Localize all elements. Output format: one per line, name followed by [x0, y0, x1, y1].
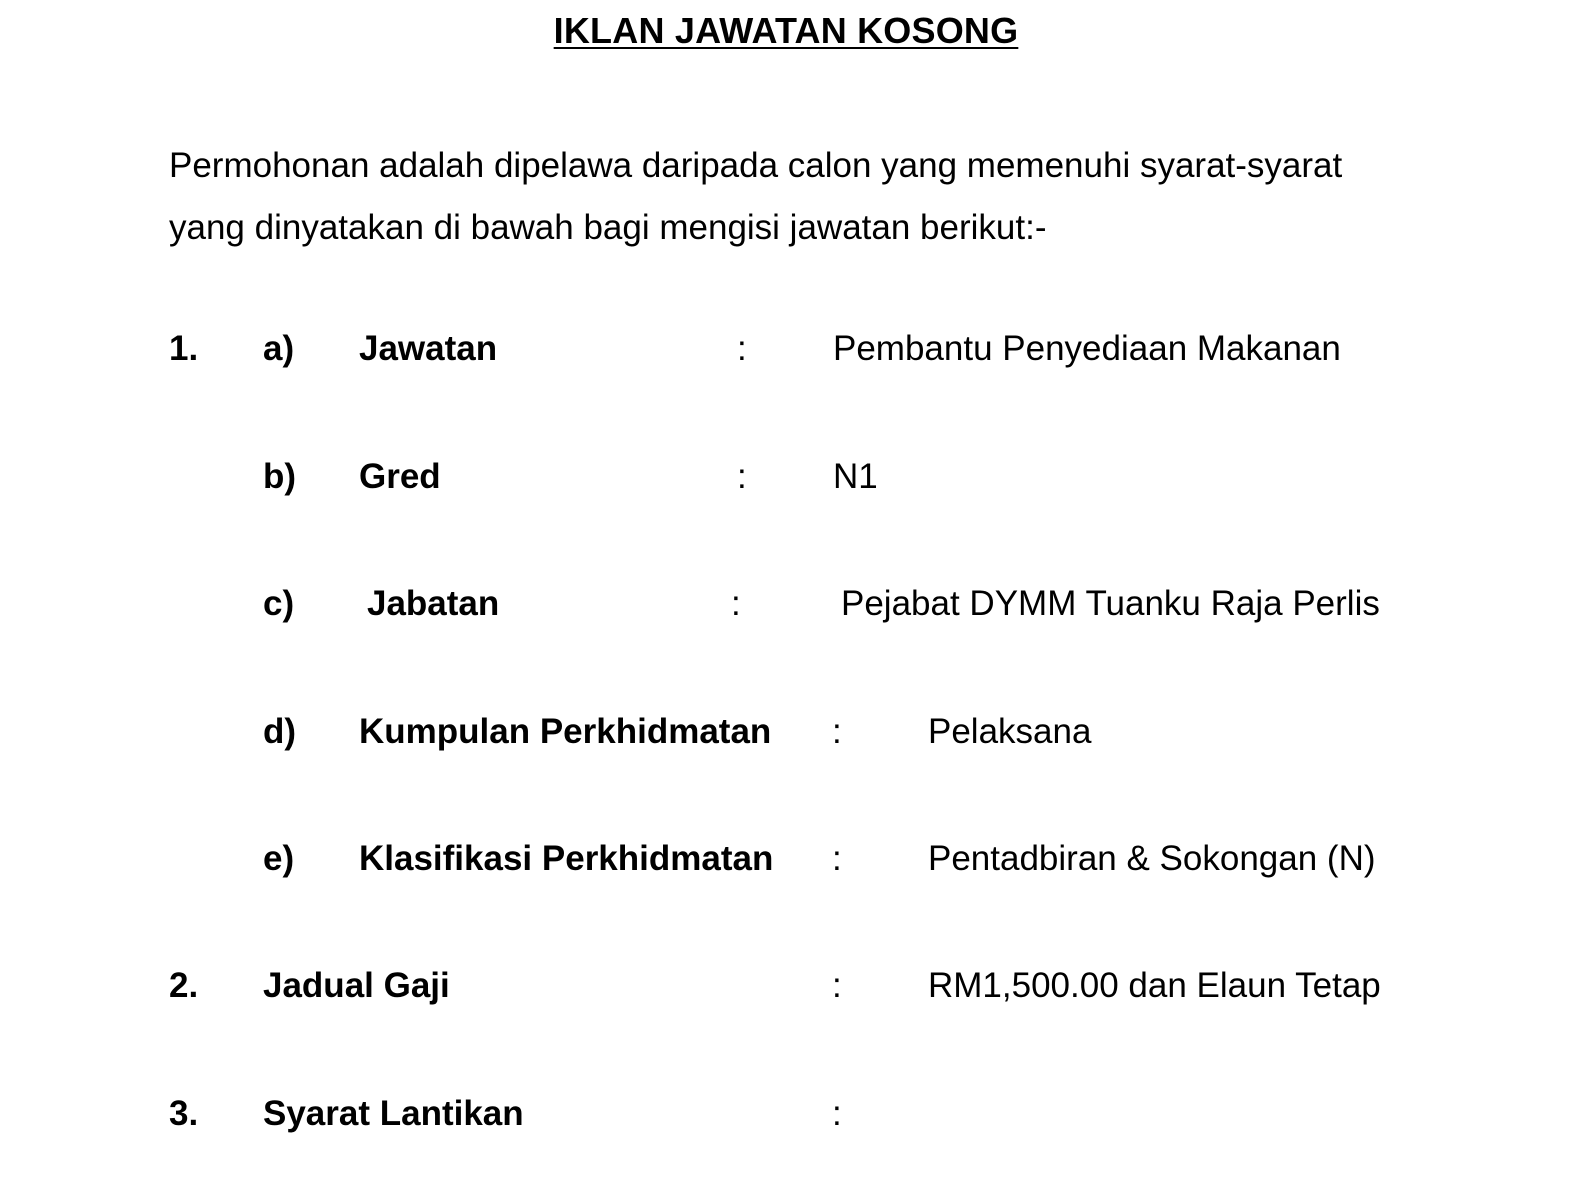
item-value-kumpulan: Pelaksana	[928, 712, 1092, 751]
item-label-syarat-lantikan: Syarat Lantikan	[263, 1094, 524, 1133]
item-label-klasifikasi: Klasifikasi Perkhidmatan	[359, 839, 774, 878]
item-letter: a)	[263, 329, 295, 368]
item-value-jawatan: Pembantu Penyediaan Makanan	[833, 329, 1341, 368]
item-label-gred: Gred	[359, 457, 441, 496]
section-number: 2.	[169, 966, 199, 1005]
intro-line: yang dinyatakan di bawah bagi mengisi jawatan berikut:-	[169, 208, 1047, 247]
item-separator: :	[737, 329, 747, 368]
document-title: IKLAN JAWATAN KOSONG	[553, 10, 1019, 51]
item-separator: :	[832, 966, 842, 1005]
item-separator: :	[737, 457, 747, 496]
item-label-jadual-gaji: Jadual Gaji	[263, 966, 450, 1005]
item-letter: d)	[263, 712, 297, 751]
item-label-jawatan: Jawatan	[359, 329, 498, 368]
intro-line: Permohonan adalah dipelawa daripada calon yang memenuhi syarat-syarat	[169, 146, 1343, 185]
item-separator: :	[832, 839, 842, 878]
intro-paragraph	[169, 135, 1429, 259]
item-separator: :	[832, 712, 842, 751]
item-letter: b)	[263, 457, 297, 496]
item-letter: c)	[263, 584, 295, 623]
item-label-jabatan: Jabatan	[367, 584, 500, 623]
item-separator: :	[832, 1094, 842, 1133]
item-value-klasifikasi: Pentadbiran & Sokongan (N)	[928, 839, 1376, 878]
item-letter: e)	[263, 839, 295, 878]
section-number: 1.	[169, 329, 199, 368]
item-value-gred: N1	[833, 457, 878, 496]
section-number: 3.	[169, 1094, 199, 1133]
item-value-jadual-gaji: RM1,500.00 dan Elaun Tetap	[928, 966, 1381, 1005]
item-separator: :	[731, 584, 741, 623]
item-label-kumpulan: Kumpulan Perkhidmatan	[359, 712, 772, 751]
item-value-jabatan: Pejabat DYMM Tuanku Raja Perlis	[841, 584, 1380, 623]
